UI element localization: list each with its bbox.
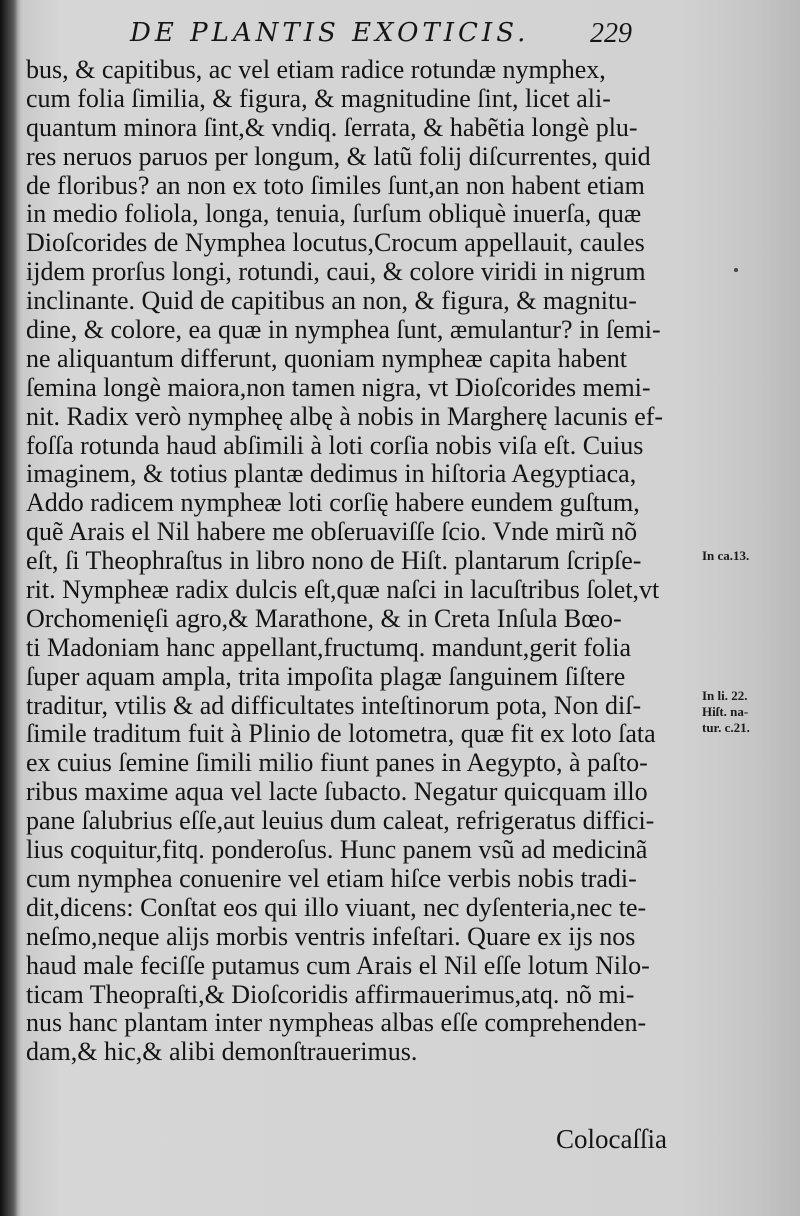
catchword: Colocaſſia <box>556 1124 667 1154</box>
text-line: res neruos paruos per longum, & latũ folij diſcurrentes, quid <box>26 142 651 171</box>
text-line: ſimile traditum fuit à Plinio de lotometra, quæ fit ex loto ſata <box>26 720 656 749</box>
text-line: dit,dicens: Conſtat eos qui illo viuant, nec dyſenteria,nec te- <box>26 893 647 922</box>
text-line: ijdem prorſus longi, rotundi, caui, & colore viridi in nigrum <box>26 258 646 287</box>
text-line: cum nymphea conuenire vel etiam hiſce verbis nobis tradi- <box>26 864 637 893</box>
text-line: nit. Radix verò nympheę albę à nobis in Margherę lacunis ef- <box>26 402 664 431</box>
text-line: ſemina longè maiora,non tamen nigra, vt Dioſcorides memi- <box>26 373 651 402</box>
marginal-note-2-line-2: Hiſt. na- <box>702 704 749 719</box>
text-line: de floribus? an non ex toto ſimiles ſunt,an non habent etiam <box>26 171 645 200</box>
text-line: pane ſalubrius eſſe,aut leuius dum caleat, refrigeratus diffici- <box>26 807 655 836</box>
margin-mark <box>734 268 738 272</box>
page-number: 229 <box>590 18 632 49</box>
body-text <box>26 56 696 1067</box>
text-line: neſmo,neque alijs morbis ventris infeſtari. Quare ex ijs nos <box>26 922 636 951</box>
text-line: dine, & colore, ea quæ in nymphea ſunt, æmulantur? in ſemi- <box>26 316 661 345</box>
text-line: ticam Theopraſti,& Dioſcoridis affirmauerimus,atq. nõ mi- <box>26 980 635 1009</box>
text-line: quantum minora ſint,& vndiq. ſerrata, & habẽtia longè plu- <box>26 113 638 142</box>
text-line: quẽ Arais el Nil habere me obſeruaviſſe ſcio. Vnde mirũ nõ <box>26 518 638 547</box>
text-line: ribus maxime aqua vel lacte ſubacto. Negatur quicquam illo <box>26 778 648 807</box>
gutter-shadow <box>0 0 18 1216</box>
text-line: cum folia ſimilia, & figura, & magnitudine ſint, licet ali- <box>26 84 611 113</box>
text-line: lius coquitur,fitq. ponderoſus. Hunc panem vsũ ad medicinã <box>26 836 648 865</box>
marginal-note-2-line-3: tur. c.21. <box>702 720 750 735</box>
text-line: ex cuius ſemine ſimili milio fiunt panes in Aegypto, à paſto- <box>26 749 648 778</box>
text-line: inclinante. Quid de capitibus an non, & figura, & magnitu- <box>26 287 637 316</box>
running-title: DE PLANTIS EXOTICIS. <box>130 18 530 48</box>
text-line: imaginem, & totius plantæ dedimus in hiſtoria Aegyptiaca, <box>26 460 637 489</box>
text-line: in medio foliola, longa, tenuia, ſurſum obliquè inuerſa, quæ <box>26 200 642 229</box>
text-line: eſt, ſi Theophraſtus in libro nono de Hiſt. plantarum ſcripſe- <box>26 547 642 576</box>
text-line: traditur, vtilis & ad difficultates inteſtinorum pota, Non diſ- <box>26 691 642 720</box>
text-line: bus, & capitibus, ac vel etiam radice rotundæ nymphex, <box>26 56 606 84</box>
text-line: dam,& hic,& alibi demonſtrauerimus. <box>26 1038 418 1067</box>
text-line: haud male feciſſe putamus cum Arais el Nil eſſe lotum Nilo- <box>26 951 650 980</box>
text-line: Dioſcorides de Nymphea locutus,Crocum appellauit, caules <box>26 229 645 258</box>
text-line: ti Madoniam hanc appellant,fructumq. mandunt,gerit folia <box>26 633 632 662</box>
text-line: rit. Nympheæ radix dulcis eſt,quæ naſci in lacuſtribus ſolet,vt <box>26 576 660 605</box>
marginal-note-1: In ca.13. <box>702 548 750 563</box>
text-line: nus hanc plantam inter nympheas albas eſſe comprehenden- <box>26 1009 647 1038</box>
text-line: foſſa rotunda haud abſimili à loti corſia nobis viſa eſt. Cuius <box>26 431 644 460</box>
text-line: Orchomenięſi agro,& Marathone, & in Creta Inſula Bœo- <box>26 604 622 633</box>
text-line: ne aliquantum differunt, quoniam nympheæ capita habent <box>26 344 627 373</box>
text-line: ſuper aquam ampla, trita impoſita plagæ ſanguinem ſiſtere <box>26 662 626 691</box>
text-line: Addo radicem nympheæ loti corſię habere eundem guſtum, <box>26 489 640 518</box>
marginal-note-2-line-1: In li. 22. <box>702 688 748 703</box>
